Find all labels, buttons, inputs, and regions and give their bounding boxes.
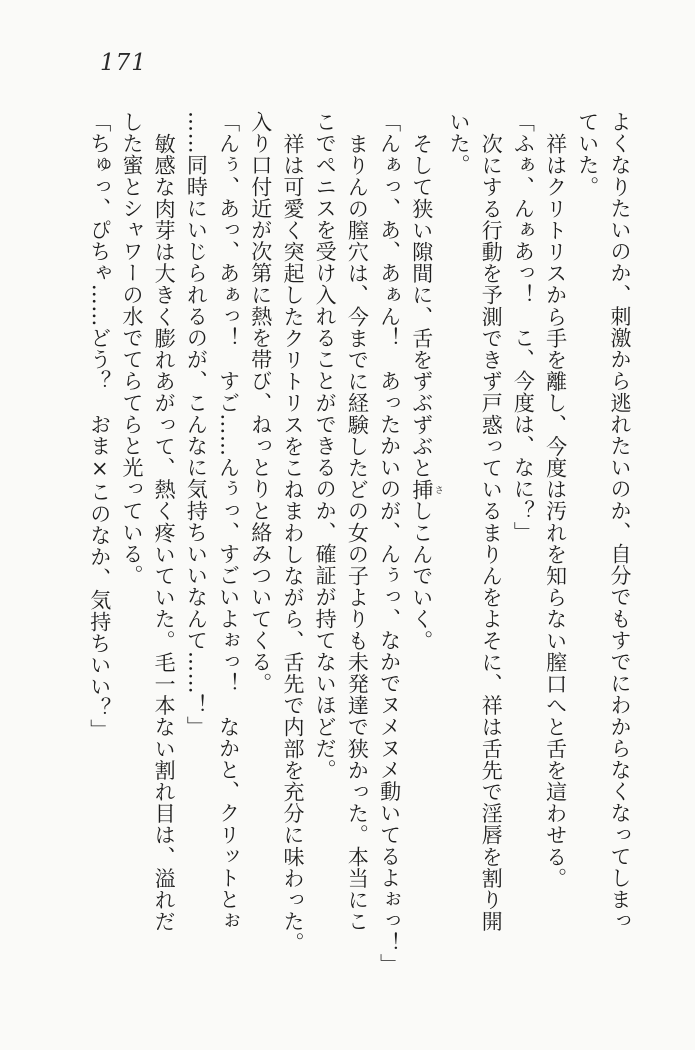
page-number: 171 (100, 50, 147, 76)
text-column: いた。 (446, 111, 471, 176)
text-block (84, 111, 636, 975)
text-column: した蜜とシャワーの水でてらてらと光っている。 (119, 111, 144, 587)
text-column: 入り口付近が次第に熱を帯び、ねっとりと絡みついてくる。 (248, 111, 273, 695)
text-column: 「ふぁ、んぁあっ！ こ、今度は、なに？」 (511, 111, 536, 543)
text-column: 祥はクリトリスから手を離し、今度は汚れを知らない膣口へと舌を這わせる。 (543, 133, 568, 889)
furigana-annotation: 挿 さ (409, 478, 443, 501)
text-column: 「ちゅっ、ぴちゃ……どう？ おま×このなか、気持ちいい？」 (87, 111, 112, 741)
text-column: 祥は可愛く突起したクリトリスをこねまわしながら、舌先で内部を充分に味わった。 (280, 133, 305, 954)
text-column: ……同時にいじられるのが、こんなに気持ちいいなんて……！」 (184, 111, 209, 738)
text-column: まりんの膣穴は、今までに経験したどの女の子よりも未発達で狭かった。本当にこ (345, 133, 370, 933)
text-column: そして狭い隙間に、舌をずぶずぶと挿 さしこんでいく。 (409, 133, 443, 652)
text-column: ていた。 (575, 111, 600, 198)
text-column: 敏感な肉芽は大きく膨れあがって、熱く疼いていた。毛一本ない割れ目は、溢れだ (152, 133, 177, 933)
text-column: 「んぅ、あっ、あぁっ！ すご……んぅっ、すごいよぉっ！ なかと、クリットとぉ (216, 111, 241, 932)
text-column: 「んぁっ、あ、あぁん！ あったかいのが、んぅっ、なかでヌメヌメ動いてるよぉっ！」 (377, 111, 402, 975)
text-column: 次にする行動を予測できず戸惑っているまりんをよそに、祥は舌先で淫唇を割り開 (479, 133, 504, 933)
text-column: こでペニスを受け入れることができるのか、確証が持てないほどだ。 (313, 111, 338, 781)
text-column: よくなりたいのか、刺激から逃れたいのか、自分でもすでにわからなくなってしまっ (608, 111, 632, 932)
